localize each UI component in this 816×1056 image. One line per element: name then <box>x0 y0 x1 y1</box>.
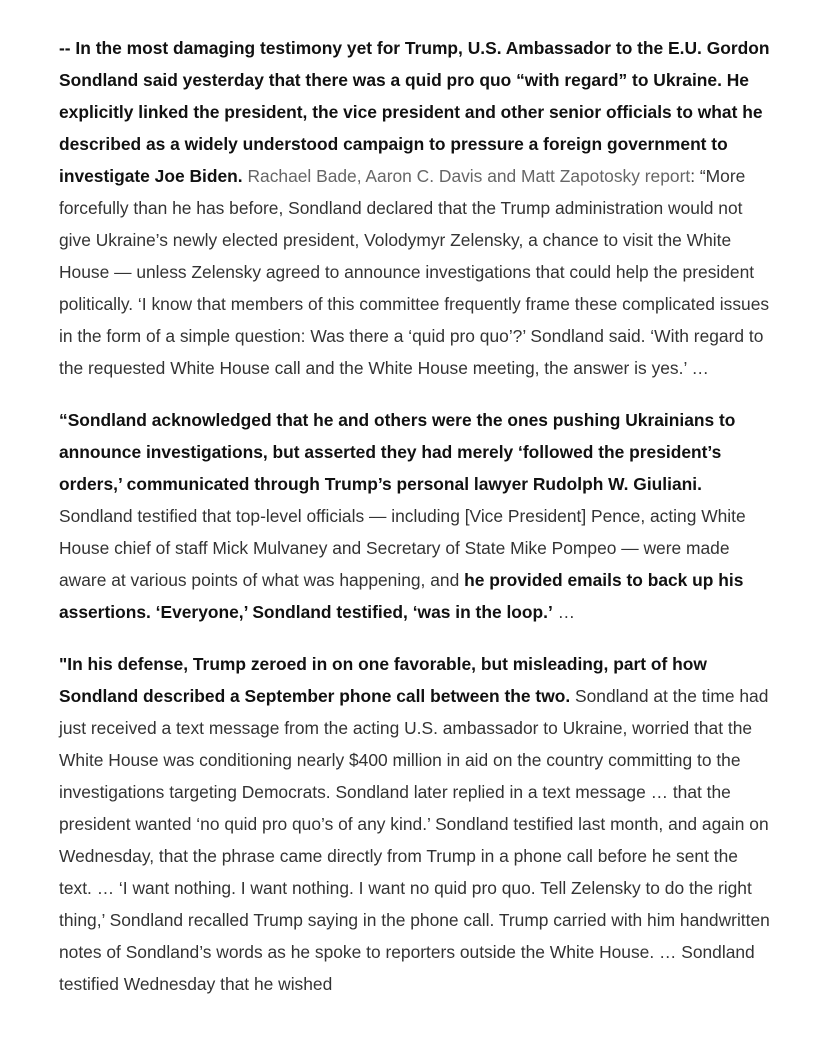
paragraph-1 <box>59 32 771 384</box>
paragraph-3 <box>59 648 771 1000</box>
bold-lead-trump-defense: In his defense, Trump zeroed in on one favorable, but misleading, part of how Sondland described a September phone call between the two. <box>59 654 707 706</box>
article-body <box>59 32 771 1020</box>
bold-lead-pushing-ukrainians: “Sondland acknowledged that he and others were the ones pushing Ukrainians to announce investigations, but asserted they had merely ‘followed the president’s orders,’ communicated through Trump’s personal lawyer Rudolph W. Giuliani. <box>59 410 736 494</box>
paragraph-2 <box>59 404 771 628</box>
reporters-byline-link[interactable]: Rachael Bade, Aaron C. Davis and Matt Zapotosky report <box>247 166 691 186</box>
quote-text: : “More forcefully than he has before, Sondland declared that the Trump administration would not give Ukraine’s newly elected president, Volodymyr Zelensky, a chance to visit the White House — unless Zelensky agreed to announce investigations that could help the president politically. ‘I know that members of this committee frequently frame these complicated issues in the form of a simple question: Was there a ‘quid pro quo’?’ Sondland said. ‘With regard to the requested White House call and the White House meeting, the answer is yes.’ … <box>59 166 770 378</box>
officials-aware-text: Sondland testified that top-level officials — including [Vice President] Pence, acting White House chief of staff Mick Mulvaney and Secretary of State Mike Pompeo — were made aware at various points of what was happening, and <box>59 506 746 590</box>
phone-call-text: Sondland at the time had just received a text message from the acting U.S. ambassador to Ukraine, worried that the White House was conditioning nearly $400 million in aid on the country committing to the investigations targeting Democrats. Sondland later replied in a text message … that the president wanted ‘no quid pro quo’s of any kind.’ Sondland testified last month, and again on Wednesday, that the phrase came directly from Trump in a phone call before he sent the text. … ‘I want nothing. I want nothing. I want no quid pro quo. Tell Zelensky to do the right thing,’ Sondland recalled Trump saying in the phone call. Trump carried with him handwritten notes of Sondland’s words as he spoke to reporters outside the White House. … Sondland testified Wednesday that he wished <box>59 686 770 994</box>
opening-quote-mark: " <box>59 654 68 674</box>
bold-lead-sondland-testimony: -- In the most damaging testimony yet for Trump, U.S. Ambassador to the E.U. Gordon Sondland said yesterday that there was a quid pro quo “with regard” to Ukraine. He explicitly linked the president, the vice president and other senior officials to what he described as a widely understood campaign to pressure a foreign government to investigate Joe Biden. <box>59 38 770 186</box>
bold-emails-in-the-loop: he provided emails to back up his assertions. ‘Everyone,’ Sondland testified, ‘was in the loop.’ <box>59 570 744 622</box>
ellipsis-text: … <box>552 602 576 622</box>
